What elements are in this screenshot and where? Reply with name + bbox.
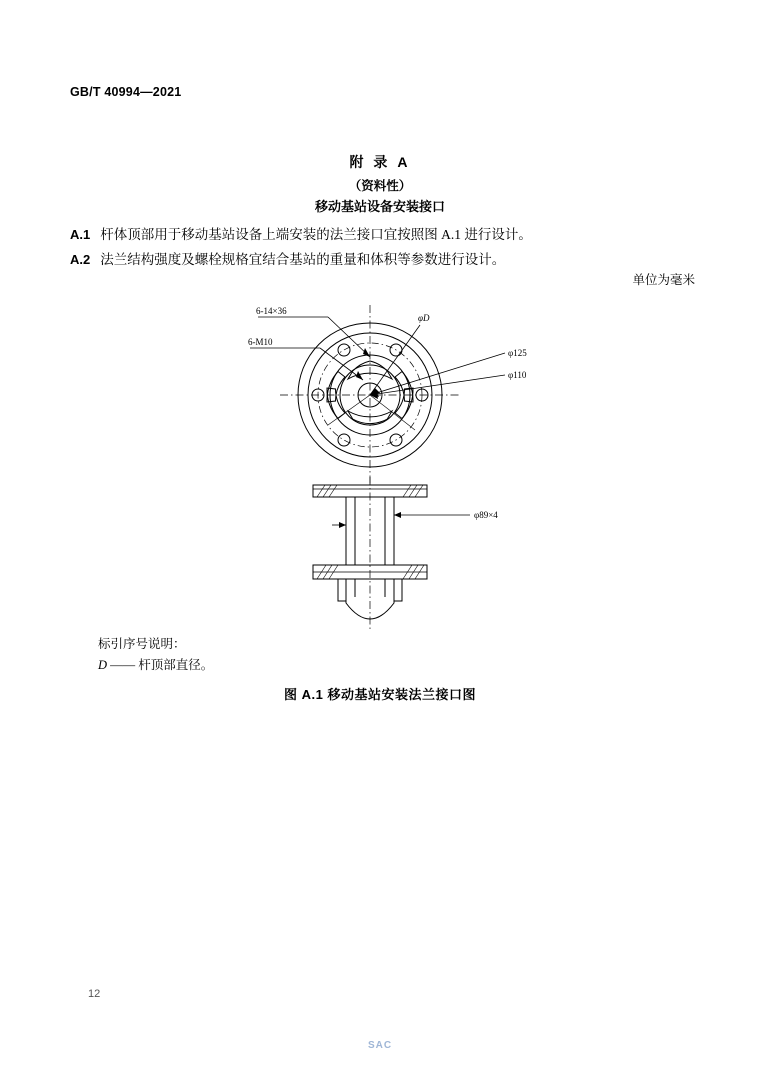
flange-drawing-svg — [70, 285, 695, 635]
unit-note: 单位为毫米 — [632, 273, 695, 287]
watermark-logo: SAC — [367, 1040, 393, 1051]
legend-dash: —— — [110, 658, 136, 672]
annex-name: 移动基站设备安装接口 — [314, 199, 445, 214]
page-number: 12 — [88, 988, 101, 1000]
figure-a1-drawing — [70, 285, 695, 635]
label-holes-slot: 6-14×36 — [256, 306, 287, 316]
clause-a2-text: 法兰结构强度及螺栓规格宜结合基站的重量和体积等参数进行设计。 — [100, 252, 506, 267]
clause-a2-number: A.2 — [70, 252, 91, 267]
clause-a1 — [70, 224, 695, 246]
legend-item — [98, 655, 213, 673]
figure-caption: 图 A.1 移动基站安装法兰接口图 — [284, 687, 476, 702]
label-tube: φ89×4 — [474, 510, 498, 520]
clause-a2 — [70, 249, 695, 271]
label-diameter-d: φD — [418, 313, 430, 323]
annex-title: 附 录 A — [349, 154, 411, 170]
annex-nature: （资料性） — [348, 179, 412, 193]
legend-text: 杆顶部直径。 — [138, 658, 214, 672]
legend-symbol: D — [98, 658, 108, 672]
clause-a1-number: A.1 — [70, 227, 91, 242]
clause-a1-text: 杆体顶部用于移动基站设备上端安装的法兰接口宜按照图 A.1 进行设计。 — [100, 227, 532, 242]
legend-title: 标引序号说明： — [98, 637, 186, 651]
label-diameter-110: φ110 — [508, 370, 527, 380]
label-diameter-125: φ125 — [508, 348, 527, 358]
flange-plan-view — [250, 305, 505, 485]
flange-section-view — [313, 477, 470, 630]
label-thread: 6-M10 — [248, 337, 273, 347]
standard-number-header: GB/T 40994—2021 — [70, 85, 182, 99]
